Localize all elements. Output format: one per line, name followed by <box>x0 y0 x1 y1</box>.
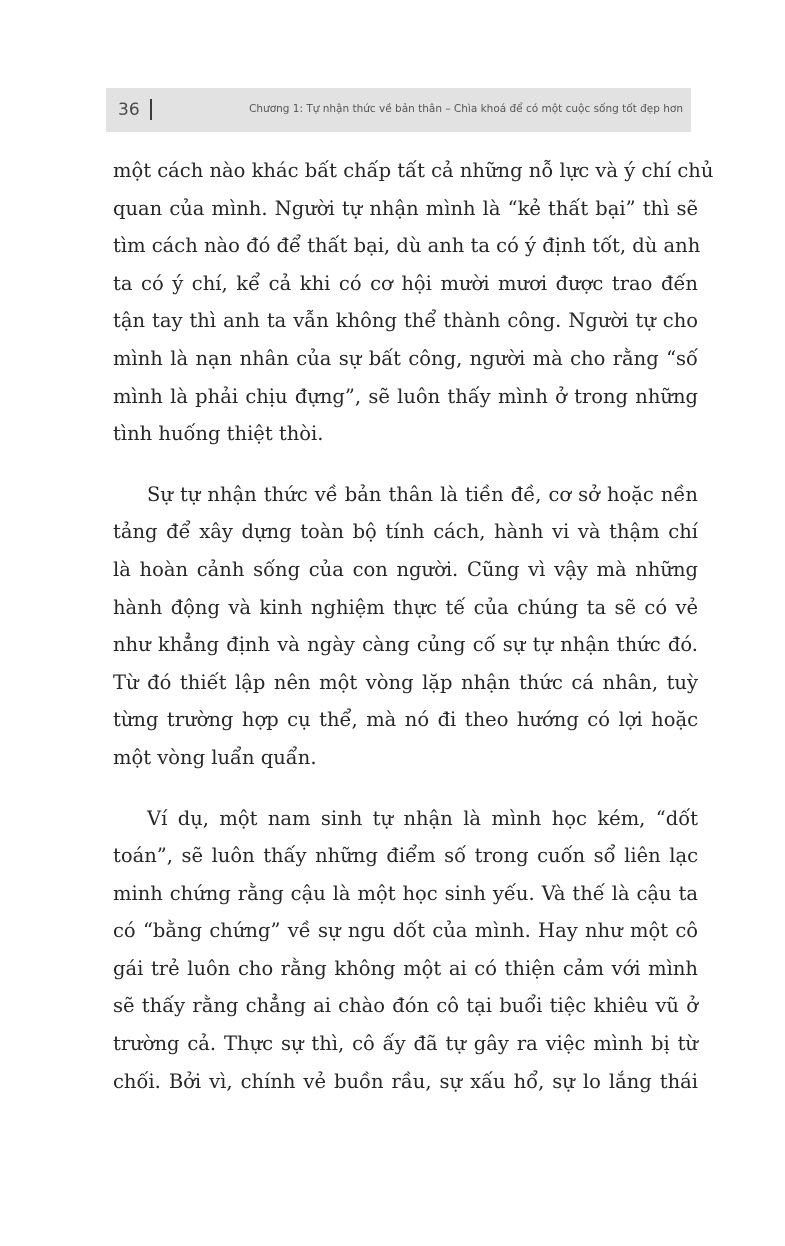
text-line: toán”, sẽ luôn thấy những điểm số trong cuốn sổ liên lạc <box>113 844 698 868</box>
text-line: chối. Bởi vì, chính vẻ buồn rầu, sự xấu hổ, sự lo lắng thái <box>113 1069 698 1093</box>
page-number-divider <box>150 99 152 120</box>
paragraph <box>113 152 714 453</box>
text-line: Ví dụ, một nam sinh tự nhận là mình học kém, “dốt <box>147 806 698 830</box>
text-line: tảng để xây dựng toàn bộ tính cách, hành vi và thậm chí <box>113 520 698 544</box>
text-line: tận tay thì anh ta vẫn không thể thành công. Người tự cho <box>113 309 698 333</box>
text-line: một cách nào khác bất chấp tất cả những nỗ lực và ý chí chủ <box>113 159 714 182</box>
text-line: sẽ thấy rằng chẳng ai chào đón cô tại buổi tiệc khiêu vũ ở <box>113 994 698 1018</box>
paragraph <box>113 800 698 1101</box>
text-line: như khẳng định và ngày càng củng cố sự tự nhận thức đó. <box>113 633 698 657</box>
text-line: Sự tự nhận thức về bản thân là tiền đề, cơ sở hoặc nền <box>147 482 698 506</box>
text-line: tìm cách nào đó để thất bại, dù anh ta có ý định tốt, dù anh <box>113 234 701 258</box>
text-line: Từ đó thiết lập nên một vòng lặp nhận thức cá nhân, tuỳ <box>113 670 698 694</box>
text-line: ta có ý chí, kể cả khi có cơ hội mười mươi được trao đến <box>113 271 698 295</box>
page-body <box>113 152 714 1123</box>
running-header <box>106 88 691 132</box>
text-line: mình là phải chịu đựng”, sẽ luôn thấy mình ở trong những <box>113 384 698 408</box>
text-line: minh chứng rằng cậu là một học sinh yếu. Và thế là cậu ta <box>113 881 698 905</box>
text-line: là hoàn cảnh sống của con người. Cũng vì vậy mà những <box>113 557 698 581</box>
text-line: tình huống thiệt thòi. <box>113 422 324 446</box>
text-line: mình là nạn nhân của sự bất công, người mà cho rằng “số <box>113 346 698 370</box>
text-line: có “bằng chứng” về sự ngu dốt của mình. Hay như một cô <box>113 919 698 943</box>
text-line: từng trường hợp cụ thể, mà nó đi theo hướng có lợi hoặc <box>113 708 698 732</box>
text-line: một vòng luẩn quẩn. <box>113 745 317 769</box>
page-number: 36 <box>118 100 140 120</box>
text-line: hành động và kinh nghiệm thực tế của chúng ta sẽ có vẻ <box>113 595 698 619</box>
chapter-running-head: Chương 1: Tự nhận thức về bản thân – Chìa khoá để có một cuộc sống tốt đẹp hơn <box>249 103 683 115</box>
text-line: trường cả. Thực sự thì, cô ấy đã tự gây ra việc mình bị từ <box>113 1032 698 1056</box>
text-line: gái trẻ luôn cho rằng không một ai có thiện cảm với mình <box>113 956 698 980</box>
text-line: quan của mình. Người tự nhận mình là “kẻ thất bại” thì sẽ <box>113 196 698 220</box>
paragraph <box>113 476 698 777</box>
